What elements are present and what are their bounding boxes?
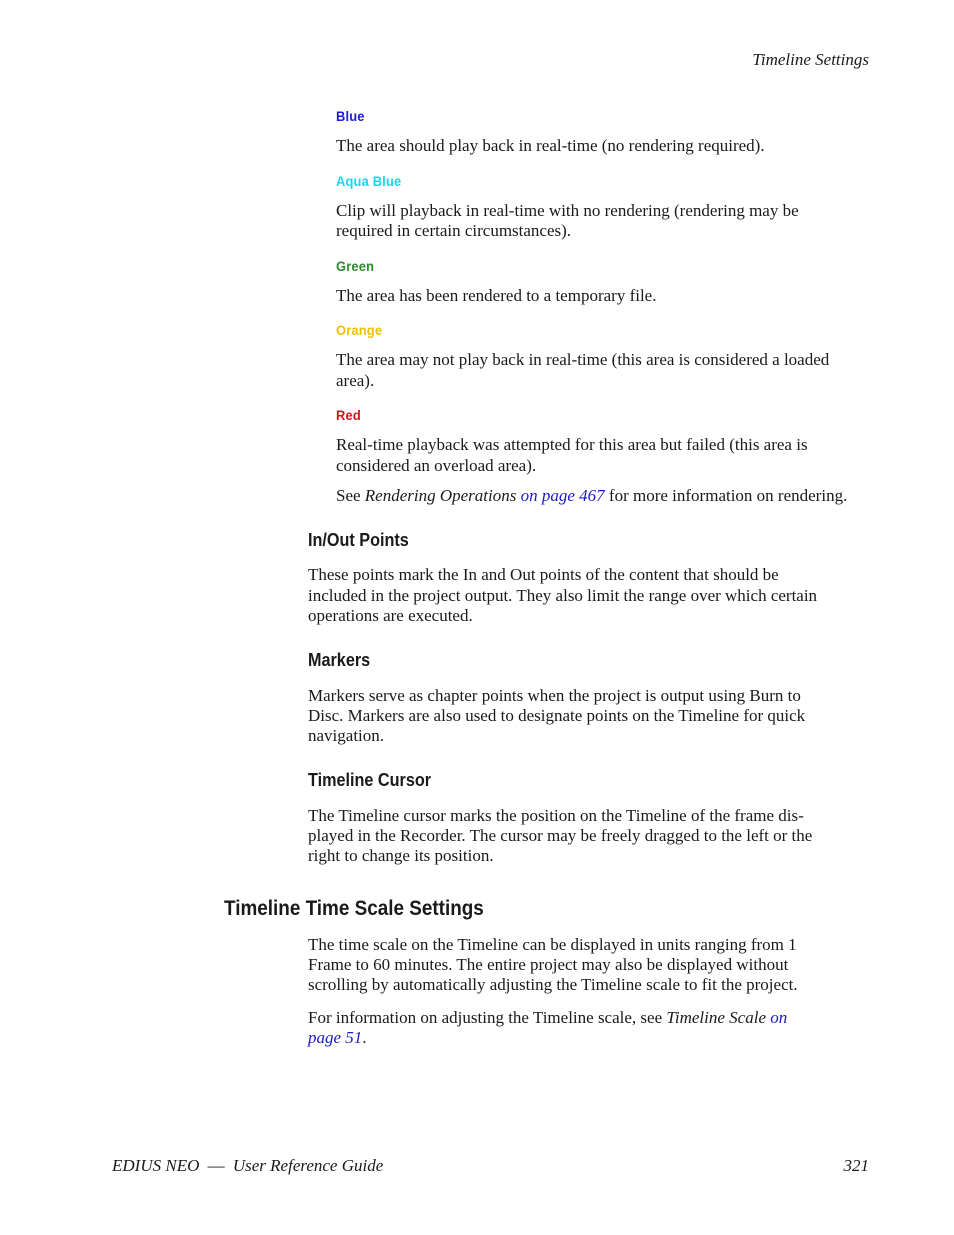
color-desc-orange-line2: area). (336, 371, 375, 390)
in-out-heading: In/Out Points (308, 530, 409, 550)
footer-product: EDIUS NEO (112, 1156, 200, 1175)
in-out-line3: operations are executed. (308, 606, 473, 625)
timeline-scale-link-part1[interactable]: on (770, 1008, 788, 1027)
cursor-line2: played in the Recorder. The cursor may be freely dragged to the left or the (308, 826, 813, 845)
markers-line1: Markers serve as chapter points when the project is output using Burn to (308, 686, 801, 705)
see-rendering-note (336, 486, 847, 507)
color-desc-aqua-blue-line2: required in certain circumstances). (336, 221, 572, 240)
time-scale-line3: scrolling by automatically adjusting the Timeline scale to fit the project. (308, 975, 798, 994)
rendering-operations-ref: Rendering Operations (364, 486, 517, 505)
in-out-line1: These points mark the In and Out points of the content that should be (308, 565, 779, 584)
time-scale-heading: Timeline Time Scale Settings (224, 897, 484, 920)
in-out-line2: included in the project output. They also limit the range over which certain (308, 586, 818, 605)
running-header: Timeline Settings (752, 50, 869, 69)
page-number: 321 (843, 1156, 869, 1175)
time-scale-line1: The time scale on the Timeline can be displayed in units ranging from 1 (308, 935, 797, 954)
markers-heading: Markers (308, 650, 371, 670)
see-suffix: for more information on rendering. (604, 486, 848, 505)
time-scale-line2: Frame to 60 minutes. The entire project may also be displayed without (308, 955, 789, 974)
timeline-scale-link-part2[interactable]: page 51 (308, 1028, 363, 1047)
cursor-line3: right to change its position. (308, 846, 494, 865)
see-prefix: See (336, 486, 365, 505)
footer-title (112, 1156, 383, 1176)
color-term-red: Red (336, 407, 361, 423)
color-desc-blue: The area should play back in real-time (no rendering required). (336, 136, 765, 155)
color-desc-red-line2: considered an overload area). (336, 456, 537, 475)
color-term-orange: Orange (336, 322, 383, 338)
markers-line2: Disc. Markers are also used to designate points on the Timeline for quick (308, 706, 806, 725)
markers-line3: navigation. (308, 726, 385, 745)
color-term-blue: Blue (336, 108, 365, 124)
rendering-page-link[interactable]: on page 467 (520, 486, 605, 505)
footer-guide: User Reference Guide (232, 1156, 384, 1175)
info-suffix: . (362, 1028, 367, 1047)
color-term-green: Green (336, 258, 375, 274)
footer-dash: — (207, 1156, 225, 1175)
timeline-scale-ref: Timeline Scale (666, 1008, 766, 1027)
time-scale-info-line2 (308, 1028, 367, 1049)
color-term-aqua-blue: Aqua Blue (336, 173, 402, 189)
timeline-cursor-heading: Timeline Cursor (308, 770, 432, 790)
color-desc-orange-line1: The area may not play back in real-time (this area is considered a loaded (336, 350, 830, 369)
time-scale-info-line1 (308, 1008, 787, 1029)
info-prefix: For information on adjusting the Timeline scale, see (308, 1008, 667, 1027)
color-desc-green: The area has been rendered to a temporary file. (336, 286, 657, 305)
cursor-line1: The Timeline cursor marks the position on the Timeline of the frame dis- (308, 806, 804, 825)
color-desc-red-line1: Real-time playback was attempted for this area but failed (this area is (336, 435, 808, 454)
color-desc-aqua-blue-line1: Clip will playback in real-time with no rendering (rendering may be (336, 201, 799, 220)
